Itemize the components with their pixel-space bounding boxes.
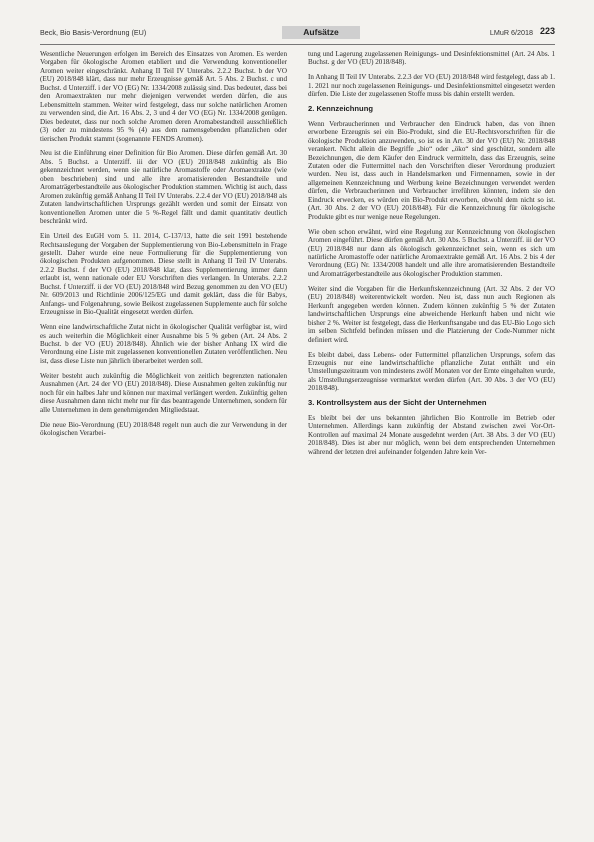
running-title: Beck, Bio Basis-Verordnung (EU) [40,28,147,37]
paragraph: Es bleibt dabei, dass Lebens- oder Futtermittel pflanzlichen Ursprungs, sofern das Erzeugnis nur eine landwirtschaftliche pflanzliche Zutat enthält und ein Umstellungszeitraum von mindestens zwölf Monaten vor der Ernte eingehalten wurde, als Umstellungserzeugnisse vermarktet werden dürfen (Art. 30 Abs. 3 der VO (EU) 2018/848). [308,350,555,393]
header-rule [40,44,555,45]
section-heading-kennzeichnung: 2. Kennzeichnung [308,104,373,114]
paragraph: Wenn eine landwirtschaftliche Zutat nicht in ökologischer Qualität verfügbar ist, wird es auch weiterhin die Möglichkeit einer Ausnahme bis 5 % geben (Art. 24 Abs. 2 Buchst. b der VO (EU) 2018/848). Ähnlich wie der bisher Anhang IX wird die Verordnung eine Liste mit zugelassenen konventionellen Zutaten veröffentlichen. Neu ist, dass diese Liste nun jährlich überarbeitet werden soll. [40,323,287,365]
paragraph: Wesentliche Neuerungen erfolgen im Bereich des Einsatzes von Aromen. Es werden Vorgaben für ökologische Aromen etabliert und die Verwendung konventioneller Aromen weiter eingeschränkt. Anhang II Teil IV Unterabs. 2.2.2 Buchst. b der VO (EU) 2018/848 klärt, dass nur mehr Erzeugnisse gemäß Art. 5 Abs. 2 Buchst. c und Buchst. d Unterziff. i der VO (EG) Nr. 1334/2008 zulässig sind. Das bedeutet, dass bei den Aromaextrakten nur mehr diejenigen verwendet werden dürfen, die aus Lebensmitteln stammen. Weiter wird festgelegt, dass nur solche natürlichen Aromen zu verwenden sind, die Art. 16 Abs. 2, 3 und 4 der VO (EG) Nr. 1334/2008 genügen. Dies bedeutet, dass nur noch solche Aromen deren Aromabestandteil ausschließlich (3) oder zu mindestens 95 % (4) aus dem namensgebenden pflanzlichen oder tierischen Produkt stammt (sogenannte FENDS Aromen). [40,50,287,143]
page-number: 223 [539,26,555,36]
section-heading-kontrollsystem: 3. Kontrollsystem aus der Sicht der Unternehmen [308,398,487,408]
paragraph: Wie oben schon erwähnt, wird eine Regelung zur Kennzeichnung von ökologischen Aromen eingeführt. Diese dürfen gemäß Art. 30 Abs. 5 Buchst. a Unterziff. iii der VO (EU) 2018/848 nur dann als ökologisch gekennzeichnet sein, wenn es sich um natürliche Aromastoffe oder natürliche Aromaextrakte gemäß Art. 16 Abs. 2 bis 4 der Verordnung (EG) Nr. 1334/2008 handelt und alle ihre aromatisierenden Bestandteile und Aromaträgerbestandteile aus ökologischer Produktion stammen. [308,227,555,278]
journal-issue: LMuR 6/2018 [489,28,533,37]
section-tab: Aufsätze [282,26,360,39]
right-column [308,50,555,463]
running-header [40,26,555,42]
paragraph: Weiter sind die Vorgaben für die Herkunftskennzeichnung (Art. 32 Abs. 2 der VO (EU) 2018/848) weiterentwickelt worden. Neu ist, dass nun auch Regionen als Herkunft angegeben werden können. Zudem können zukünftig 5 % der Zutaten landwirtschaftlichen Ursprungs eine abweichende Herkunft haben und nicht wie bisher 2 %. Weiter ist festgelegt, dass die Herkunftsangabe und das EU-Bio Logo sich im selben Sichtfeld befinden müssen und die Platzierung der Code-Nummer nicht definiert wird. [308,284,555,344]
paragraph: Wenn Verbraucherinnen und Verbraucher den Eindruck haben, das von ihnen erworbene Erzeugnis sei ein Bio-Produkt, sind die EU-Rechtsvorschriften für die ökologische Produktion anzuwenden, so ist es in Art. 30 der VO (EU) Nr. 2018/848 verankert. Nicht allein die Begriffe „bio“ oder „öko“ sind geschützt, sondern alle Bezeichnungen, die dem Käufer den Eindruck vermitteln, dass das Erzeugnis, seine Zutaten oder die Futtermittel nach den Vorschriften dieser Verordnung produziert wurden. Neu ist, dass auch in Handelsmarken und Firmennamen, sowie in der allgemeinen Kennzeichnung und Werbung keine Bezeichnungen verwendet werden dürfen, die Verbraucherinnen und Verbraucher irreführen könnten, indem sie den Eindruck erwecken, es würden ein Bio-Produkt erworben, obwohl dem nicht so ist. (Art. 30 Abs. 2 der VO (EU) 2018/848). Für die Kennzeichnung für ökologische Produkte gibt es nur wenige neue Regelungen. [308,119,555,221]
paragraph: In Anhang II Teil IV Unterabs. 2.2.3 der VO (EU) 2018/848 wird festgelegt, dass ab 1. 1. 2021 nur noch zugelassenen Reinigungs- und Desinfektionsmittel eingesetzt werden dürfen. Die Liste der zugelassenen Stoffe muss bis dahin erstellt werden. [308,73,555,99]
paragraph: Die neue Bio-Verordnung (EU) 2018/848 regelt nun auch die zur Verwendung in der ökologischen Verarbei- [40,420,287,438]
left-column [40,50,287,444]
paragraph: Neu ist die Einführung einer Definition für Bio Aromen. Diese dürfen gemäß Art. 30 Abs. 5 Buchst. a Unterziff. iii der VO (EU) 2018/848 zukünftig als Bio gekennzeichnet werden, wenn sie natürliche Aromastoffe oder Aromaextrakte (wie oben beschrieben) sind und alle ihre aromatisierenden Bestandteile und Aromaträgerbestandteile aus ökologischer Produktion stammen. Wichtig ist auch, dass Aromen zukünftig gemäß Anhang II Teil IV Unterabs. 2.2.4 der VO (EU) 2018/848 als Zutaten landwirtschaftlichen Ursprungs gezählt werden und somit der Einsatz von konventionellen Aromen unter die 5 %-Regel fällt und damit quantitativ deutlich beschränkt wird. [40,149,287,226]
paragraph: tung und Lagerung zugelassenen Reinigungs- und Desinfektionsmittel (Art. 24 Abs. 1 Buchst. g der VO (EU) 2018/848). [308,50,555,67]
paragraph: Weiter besteht auch zukünftig die Möglichkeit von zeitlich begrenzten nationalen Ausnahmen (Art. 24 der VO (EU) 2018/848). Diese Ausnahmen gelten zukünftig nur noch für ein halbes Jahr und können nur maximal verlängert werden. Zukünftig gelten diese Ausnahmen dann nicht mehr nur für das beantragende Unternehmen, sondern für alle Unternehmen in dem genehmigenden Mitgliedstaat. [40,371,287,414]
paragraph: Ein Urteil des EuGH vom 5. 11. 2014, C-137/13, hatte die seit 1991 bestehende Rechtsauslegung der Vorgaben der Supplementierung von Bio-Lebensmitteln in Frage gestellt. Daher wurde eine neue Formulierung für die Supplementierung von ökologischen Produkten aufgenommen. Diese stellt in Anhang II Teil IV Unterabs. 2.2.2 Buchst. f der VO (EU) 2018/848 klar, dass Supplementierung immer dann erlaubt ist, wenn nationale oder EU Vorschriften dies verlangen. In Unterabs. 2.2.2 Buchst. f Unterziff. ii der VO (EU) 2018/848 wird Bezug genommen zu den VO (EU) Nr. 609/2013 und Richtlinie 2006/125/EG und damit geklärt, dass die für Babys, Anfangs- und Folgenahrung, sowie Beikost zugelassenen Supplemente auch für solche Erzeugnisse in Bio-Qualität eingesetzt werden dürfen. [40,232,287,317]
paragraph: Es bleibt bei der uns bekannten jährlichen Bio Kontrolle im Betrieb oder Unternehmen. Allerdings kann zukünftig der Abstand zwischen zwei Vor-Ort-Kontrollen auf maximal 24 Monate ausgedehnt werden (Art. 38 Abs. 3 der VO (EU) 2018/848). Dies ist aber nur möglich, wenn bei dem entsprechenden Unternehmen während der letzten drei aufeinander folgenden Jahre kein Ver- [308,413,555,456]
